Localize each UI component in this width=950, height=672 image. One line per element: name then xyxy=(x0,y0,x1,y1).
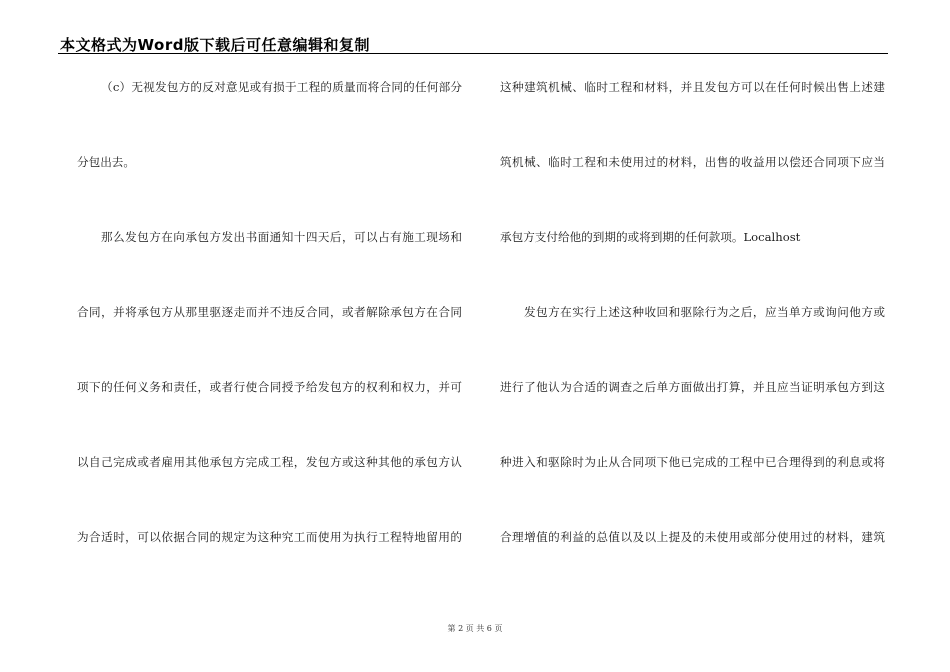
text-line: 筑机械、临时工程和未使用过的材料，出售的收益用以偿还合同项下应当 xyxy=(500,155,885,169)
page-number-footer: 第 2 页 共 6 页 xyxy=(447,624,503,633)
header-divider xyxy=(58,53,888,54)
text-line: 那么发包方在向承包方发出书面通知十四天后，可以占有施工现场和 xyxy=(101,230,462,244)
text-line: 进行了他认为合适的调查之后单方面做出打算，并且应当证明承包方到这 xyxy=(500,380,885,394)
text-line: 承包方支付给他的到期的或将到期的任何款项。Localhost xyxy=(500,230,801,244)
text-line: 合理增值的利益的总值以及以上提及的未使用或部分使用过的材料，建筑 xyxy=(500,530,885,544)
text-line: 种进入和驱除时为止从合同项下他已完成的工程中已合理得到的利息或将 xyxy=(500,455,885,469)
text-line: 发包方在实行上述这种收回和驱除行为之后，应当单方或询问他方或 xyxy=(524,305,885,319)
document-header-title: 本文格式为Word版下载后可任意编辑和复制 xyxy=(60,36,370,54)
text-line: 以自己完成或者雇用其他承包方完成工程，发包方或这种其他的承包方认 xyxy=(77,455,462,469)
text-line: 为合适时，可以依据合同的规定为这种究工而使用为执行工程特地留用的 xyxy=(77,530,462,544)
text-line: 合同，并将承包方从那里驱逐走而并不违反合同，或者解除承包方在合同 xyxy=(77,305,462,319)
text-line: （c）无视发包方的反对意见或有损于工程的质量而将合同的任何部分 xyxy=(101,80,462,94)
text-line: 项下的任何义务和责任，或者行使合同授予给发包方的权利和权力，并可 xyxy=(77,380,462,394)
text-line: 分包出去。 xyxy=(77,155,135,169)
text-line: 这种建筑机械、临时工程和材料，并且发包方可以在任何时候出售上述建 xyxy=(500,80,885,94)
